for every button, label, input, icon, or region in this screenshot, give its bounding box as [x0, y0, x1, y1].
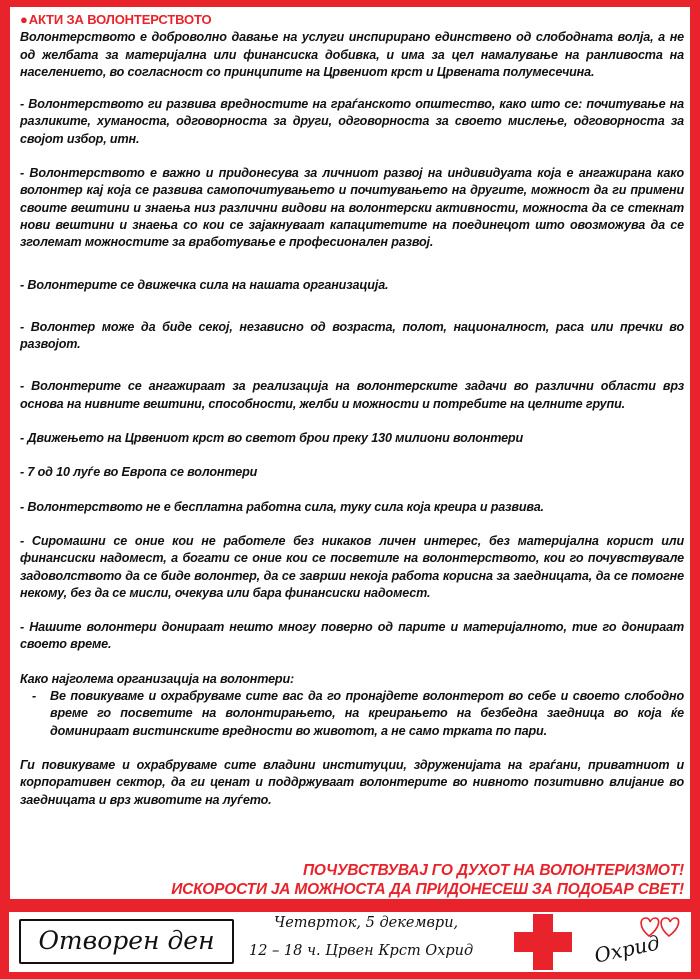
paragraph-driving-force: - Волонтерите се движечка сила на нашата организација.: [20, 277, 389, 292]
title-bullet-icon: ●: [20, 12, 28, 27]
flyer-title: [20, 11, 684, 28]
appeal-list: [20, 688, 684, 740]
paragraph-values: - Волонтерството ги развива вредностите на граѓанското општество, како што се: почитување на разликите, хуманоста, одговорноста за други, одговорноста за своето мислење, одговорноста за својот избор, итн.: [20, 97, 684, 146]
event-date: Четврток, 5 декември,: [274, 915, 459, 931]
list-dash: -: [32, 689, 37, 704]
flyer-sheet: [10, 7, 690, 899]
open-day-box: Отворен ден: [19, 919, 234, 964]
paragraph-personal-development: - Волонтерството е важно и придонесува за личниот развој на индивидуата која е ангажирана како волонтер кај која се развива самопочитувањето и почитувањето на другите, можност да ги примени своите вештини и знаења низ различни видови на волонтерски активности, можноста да се стекнат нови вештини и знаења со кои се зајакнуваат капацитетите на поединецот што овозможува да се зголемат можностите за вработување е професионален развој.: [20, 166, 684, 250]
paragraph-anyone: - Волонтер може да биде секој, независно од возраста, полот, националност, раса или пречки во развојот.: [20, 319, 684, 352]
paragraph-europe-stat: - 7 од 10 луѓе во Европа се волонтери: [20, 465, 258, 480]
slogan-feel-spirit: ПОЧУВСТВУВАЈ ГО ДУХОТ НА ВОЛОНТЕРИЗМОТ!: [302, 862, 684, 879]
paragraph-closing: Ги повикуваме и охрабруваме сите владини институции, здруженијата на граѓани, приватниот и корпоративен сектор, да ги ценат и поддржуваат волонтерите во нивното позитивно влијание во заедницата и врз животите на луѓето.: [20, 757, 684, 807]
paragraph-rich-poor: - Сиромашни се оние кои не работеле без никаков личен интерес, без материјална корист или финансиски надомест, а богати се оние кои се посветиле на волонтерството, кои го почувствувале задоволството да се биде волонтер, да се заврши некоја работа корисна за заедницата, да се помогне некому, без да се мисли, очекува или бара финансиски надомест.: [20, 533, 684, 600]
slogan-seize-opportunity: ИСКОРОСТИ ЈА МОЖНОСТА ДА ПРИДОНЕСЕШ ЗА ПОДОБАР СВЕТ!: [171, 881, 684, 898]
event-banner: [9, 912, 691, 972]
logo-text: Охрид: [592, 930, 662, 968]
paragraph-not-free-labor: - Волонтерството не е бесплатна работна сила, туку сила која креира и развива.: [20, 499, 544, 514]
red-cross-icon: [514, 914, 572, 970]
list-intro: Како најголема организација на волонтери:: [20, 671, 295, 686]
title-text: АКТИ ЗА ВОЛОНТЕРСТВОТО: [28, 12, 212, 27]
list-item: [20, 688, 684, 740]
heart-icon: [637, 914, 685, 940]
paragraph-engagement: - Волонтерите се ангажираат за реализација на волонтерските задачи во различни области врз основа на нивните вештини, способности, желби и можности и потребите на целните групи.: [20, 379, 684, 411]
paragraph-donate-time: - Нашите волонтери донираат нешто многу поверно од парите и материјалното, тие го донираат своето време.: [20, 620, 684, 652]
paragraph-definition: Волонтерството е доброволно давање на услуги инспирирано единствено од слободната волја, а не од желбата за материјална или финансиска добивка, и има за цел намалување на ранливоста на населението, во согласност со принципите на Црвениот крст и Црвената полумесечина.: [20, 30, 684, 79]
paragraph-red-cross-movement: - Движењето на Црвениот крст во светот брои преку 130 милиони волонтери: [20, 431, 524, 446]
list-item-text: Ве повикуваме и охрабруваме сите вас да го пронајдете волонтерот во себе и своето слободно време го посветите на волонтирањето, на креирањето на безбедна заедница во која ќе доминираат вистинските вредности во животот, а не само трката по пари.: [50, 689, 684, 738]
event-time-place: 12 – 18 ч. Црвен Крст Охрид: [249, 943, 474, 959]
flyer-content: [20, 11, 684, 809]
slogans: [171, 861, 684, 899]
